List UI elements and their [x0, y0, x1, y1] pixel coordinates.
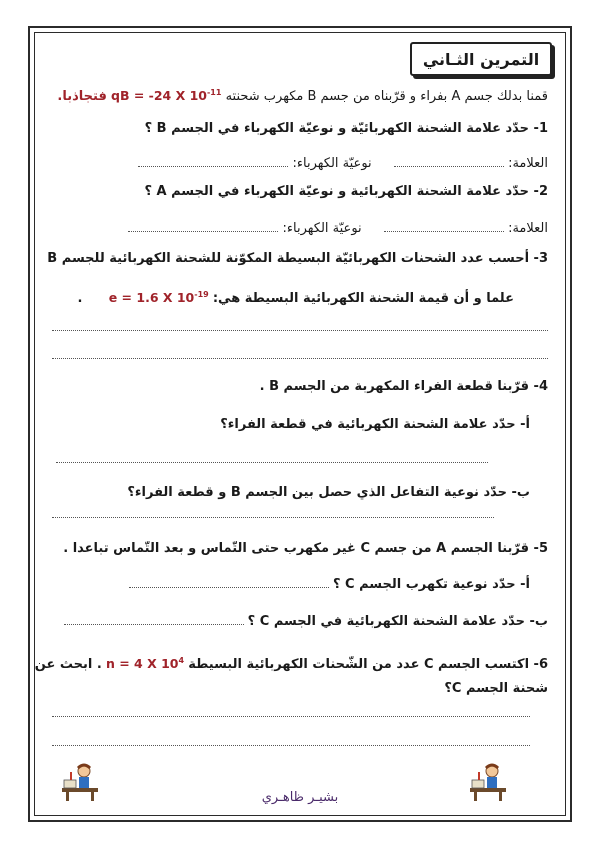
q5a-answer-blank[interactable] — [129, 577, 329, 588]
intro-line — [57, 84, 548, 106]
q3-answer-line-1[interactable] — [52, 330, 548, 331]
q4a-answer-line[interactable] — [56, 462, 488, 463]
q6-answer-line-1[interactable] — [52, 716, 530, 717]
q1-sign-blank[interactable] — [394, 156, 504, 167]
question-1: 1- حدّد علامة الشحنة الكهربائيّة و نوعيّة الكهرباء في الجسم B ؟ — [144, 121, 548, 136]
q6-text-end: . ابحث عن — [34, 657, 102, 673]
q3-given-text: علما و أن قيمة الشحنة الكهربائية البسيطة هي: — [212, 291, 514, 307]
question-5b: ب- حدّد علامة الشحنة الكهربائية في الجسم C ؟ — [247, 614, 548, 629]
q1-answer-line — [138, 155, 548, 173]
q2-answer-line — [128, 220, 548, 238]
exercise-title: التمرين الثـاني — [410, 42, 552, 76]
q5b-answer-blank[interactable] — [64, 614, 244, 625]
intro-suffix: فتجاذبا. — [57, 89, 107, 105]
q5b-line — [64, 613, 548, 631]
question-5: 5- قرّبنا الجسم A من جسم C غير مكهرب حتى التّماس و بعد التّماس تباعدا . — [63, 541, 548, 556]
author-signature: بشيـر ظاهـري — [261, 790, 339, 805]
q3-end: . — [77, 291, 83, 307]
question-6-line-1 — [35, 652, 548, 674]
charge-formula-qb: qB = -24 X $10^{-11}$ — [111, 88, 222, 104]
question-3-line-1: 3- أحسب عدد الشحنات الكهربائيّة البسيطة المكوّنة للشحنة الكهربائية للجسم B — [47, 251, 548, 266]
question-4a: أ- حدّد علامة الشحنة الكهربائية في قطعة الفراء؟ — [220, 417, 530, 432]
q2-type-label: نوعيّة الكهرباء: — [282, 221, 362, 236]
q2-sign-label: العلامة: — [508, 221, 548, 236]
question-3-line-2 — [77, 286, 514, 308]
question-5a: أ- حدّد نوعية تكهرب الجسم C ؟ — [332, 577, 530, 592]
q4b-answer-line[interactable] — [52, 517, 494, 518]
q1-sign-label: العلامة: — [508, 156, 548, 171]
intro-text: قمنا بدلك جسم A بفراء و قرّبناه من جسم B مكهرب شحنته — [225, 89, 548, 105]
q6-answer-line-2[interactable] — [52, 745, 530, 746]
q3-answer-line-2[interactable] — [52, 358, 548, 359]
q5a-line — [129, 576, 530, 594]
q1-type-blank[interactable] — [138, 156, 288, 167]
question-4: 4- قرّبنا قطعة الفراء المكهربة من الجسم B . — [259, 379, 548, 394]
q2-type-blank[interactable] — [128, 221, 278, 232]
q1-type-label: نوعيّة الكهرباء: — [292, 156, 372, 171]
charge-formula-e: e = 1.6 X $10^{-19}$ — [108, 290, 209, 306]
q6-text-start: 6- اكتسب الجسم C عدد من الشّحنات الكهربائية البسيطة — [188, 657, 548, 673]
question-2: 2- حدّد علامة الشحنة الكهربائية و نوعيّة الكهرباء في الجسم A ؟ — [144, 184, 548, 199]
charge-count-formula-n: n = 4 X $10^4$ — [105, 656, 185, 672]
q2-sign-blank[interactable] — [384, 221, 504, 232]
question-6-line-2: شحنة الجسم C؟ — [444, 681, 548, 696]
question-4b: ب- حدّد نوعية التفاعل الذي حصل بين الجسم B و قطعة الفراء؟ — [127, 485, 530, 500]
